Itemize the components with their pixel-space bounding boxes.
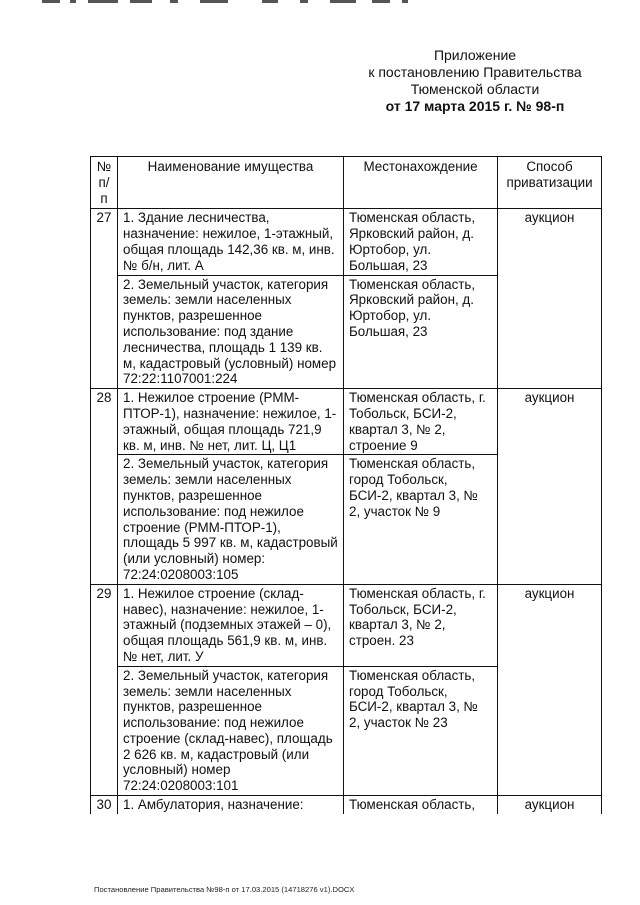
property-name: 2. Земельный участок, категория земель: земли населенных пунктов, разрешенное использование: под нежилое строение (РММ-ПТОР-1), площадь 5 997 кв. м, кадастровый (или условный) номер: 72:24:0208003:105 (118, 455, 344, 584)
property-location: Тюменская область, Ярковский район, д. Юртобор, ул. Большая, 23 (344, 209, 498, 275)
privatization-method: аукцион (498, 584, 602, 795)
row-number: 30 (91, 796, 118, 814)
property-name: 1. Амбулатория, назначение: (118, 796, 344, 814)
table-row (91, 389, 602, 455)
header-date-number: от 17 марта 2015 г. № 98-п (385, 98, 565, 114)
property-location: Тюменская область, (344, 796, 498, 814)
column-header-num: № п/п (91, 157, 118, 209)
row-number: 29 (91, 584, 118, 795)
header-appendix: Приложение (433, 47, 517, 63)
privatization-method: аукцион (498, 796, 602, 814)
privatization-method: аукцион (498, 209, 602, 389)
privatization-method: аукцион (498, 389, 602, 585)
scan-edge-marks (0, 0, 640, 6)
property-name: 2. Земельный участок, категория земель: земли населенных пунктов, разрешенное использование: под нежилое строение (склад-навес), площадь 2 626 кв. м, кадастровый (или условный) номер 72:24:0208003:101 (118, 666, 344, 795)
column-header-method: Способ приватизации (498, 157, 602, 209)
property-location: Тюменская область, г. Тобольск, БСИ-2, квартал 3, № 2, строение 9 (344, 389, 498, 455)
header-region: Тюменской области (410, 81, 540, 97)
property-table (90, 156, 602, 814)
property-location: Тюменская область, Ярковский район, д. Юртобор, ул. Большая, 23 (344, 275, 498, 389)
header-resolution: к постановлению Правительства (368, 64, 582, 80)
row-number: 28 (91, 389, 118, 585)
table-header-row (91, 157, 602, 209)
table-row (91, 584, 602, 666)
property-name: 1. Нежилое строение (РММ-ПТОР-1), назначение: нежилое, 1-этажный, общая площадь 721,9 кв. м, инв. № нет, лит. Ц, Ц1 (118, 389, 344, 455)
property-location: Тюменская область, город Тобольск, БСИ-2, квартал 3, № 2, участок № 9 (344, 455, 498, 584)
row-number: 27 (91, 209, 118, 389)
column-header-location: Местонахождение (344, 157, 498, 209)
table-row (91, 796, 602, 814)
property-name: 1. Нежилое строение (склад-навес), назначение: нежилое, 1-этажный (подземных этажей – 0), общая площадь 561,9 кв. м, инв. № нет, лит. У (118, 584, 344, 666)
property-name: 2. Земельный участок, категория земель: земли населенных пунктов, разрешенное использование: под здание лесничества, площадь 1 139 кв. м, кадастровый (условный) номер 72:22:1107001:224 (118, 275, 344, 389)
document-header (340, 47, 610, 115)
property-location: Тюменская область, город Тобольск, БСИ-2, квартал 3, № 2, участок № 23 (344, 666, 498, 795)
property-name: 1. Здание лесничества, назначение: нежилое, 1-этажный, общая площадь 142,36 кв. м, инв. № б/н, лит. А (118, 209, 344, 275)
table-row (91, 209, 602, 275)
column-header-name: Наименование имущества (118, 157, 344, 209)
property-location: Тюменская область, г. Тобольск, БСИ-2, квартал 3, № 2, строен. 23 (344, 584, 498, 666)
document-footer: Постановление Правительства №98-п от 17.03.2015 (14718276 v1).DOCX (94, 885, 355, 894)
